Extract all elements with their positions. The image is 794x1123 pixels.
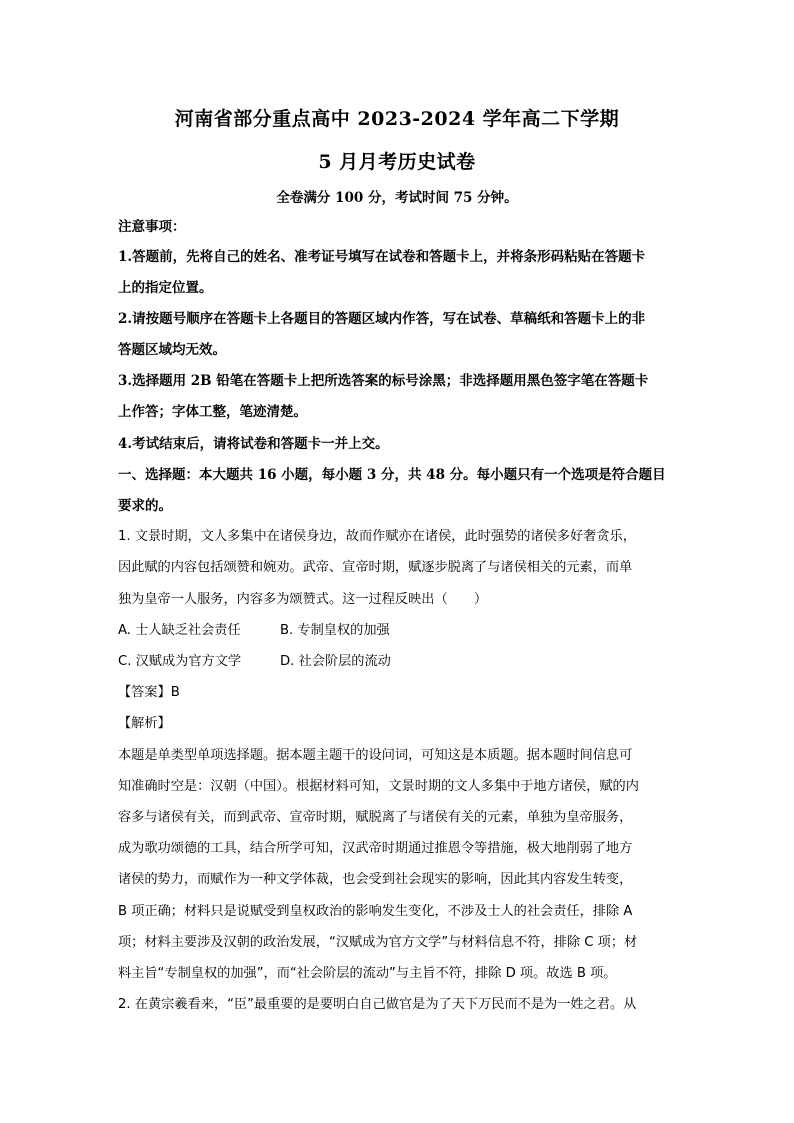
exam-title-line1: 河南省部分重点高中 2023-2024 学年高二下学期 [174, 108, 620, 130]
q1-analysis-line: 本题是单类型单项选择题。据本题主题干的设问词，可知这是本质题。据本题时间信息可 [118, 748, 633, 763]
q1-option-a: A. 士人缺乏社会责任 [118, 623, 241, 638]
q1-analysis-line: 成为歌功颂德的工具，结合所学可知，汉武帝时期通过推恩令等措施，极大地削弱了地方 [118, 841, 633, 856]
notes-line: 1.答题前，先将自己的姓名、准考证号填写在试卷和答题卡上，并将条形码粘贴在答题卡 [118, 249, 646, 265]
q1-analysis-line: B 项正确；材料只是说赋受到皇权政治的影响发生变化，不涉及士人的社会责任，排除 A [118, 904, 633, 919]
exam-subtitle: 全卷满分 100 分，考试时间 75 分钟。 [276, 190, 518, 206]
notes-heading: 注意事项： [118, 219, 186, 235]
q1-analysis-label: 【解析】 [118, 716, 171, 731]
exam-title-line2: 5 月月考历史试卷 [318, 151, 476, 173]
q1-stem-line: 独为皇帝一人服务，内容多为颂赞式。这一过程反映出（ ） [118, 592, 488, 607]
q2-stem-line: 2. 在黄宗羲看来，“臣”最重要的是要明白自己做官是为了天下万民而不是为一姓之君。从 [118, 997, 637, 1012]
q1-analysis-line: 诸侯的势力，而赋作为一种文学体裁，也会受到社会现实的影响，因此其内容发生转变， [118, 872, 633, 887]
q1-analysis-line: 知准确时空是：汉朝（中国）。根据材料可知，文景时期的文人多集中于地方诸侯，赋的内 [118, 779, 639, 794]
q1-analysis-line: 料主旨“专制皇权的加强”，而“社会阶层的流动”与主旨不符，排除 D 项。故选 B 项。 [118, 966, 617, 981]
notes-line: 2.请按题号顺序在答题卡上各题目的答题区域内作答，写在试卷、草稿纸和答题卡上的非 [118, 311, 646, 327]
notes-line: 上的指定位置。 [118, 280, 213, 296]
notes-line: 上作答；字体工整，笔迹清楚。 [118, 404, 307, 420]
q1-option-d: D. 社会阶层的流动 [280, 654, 391, 669]
section-heading-cont: 要求的。 [118, 498, 172, 514]
q1-analysis-line: 容多与诸侯有关，而到武帝、宣帝时期，赋脱离了与诸侯有关的元素，单独为皇帝服务， [118, 810, 633, 825]
q1-option-b: B. 专制皇权的加强 [280, 623, 390, 638]
q1-analysis-line: 项；材料主要涉及汉朝的政治发展，“汉赋成为官方文学”与材料信息不符，排除 C 项；材 [118, 935, 638, 950]
q1-stem-line: 1. 文景时期，文人多集中在诸侯身边，故而作赋亦在诸侯，此时强势的诸侯多好奢贪乐， [118, 529, 636, 544]
notes-line: 答题区域均无效。 [118, 342, 226, 358]
section-heading: 一、选择题：本大题共 16 小题，每小题 3 分，共 48 分。每小题只有一个选项是符合题目 [118, 467, 666, 483]
notes-line: 3.选择题用 2B 铅笔在答题卡上把所选答案的标号涂黑；非选择题用黑色签字笔在答题卡 [118, 373, 649, 389]
q1-stem-line: 因此赋的内容包括颂赞和婉劝。武帝、宣帝时期，赋逐步脱离了与诸侯相关的元素，而单 [118, 560, 633, 575]
q1-answer: 【答案】B [118, 685, 180, 700]
notes-line: 4.考试结束后，请将试卷和答题卡一并上交。 [118, 436, 389, 452]
q1-option-c: C. 汉赋成为官方文学 [118, 654, 242, 669]
